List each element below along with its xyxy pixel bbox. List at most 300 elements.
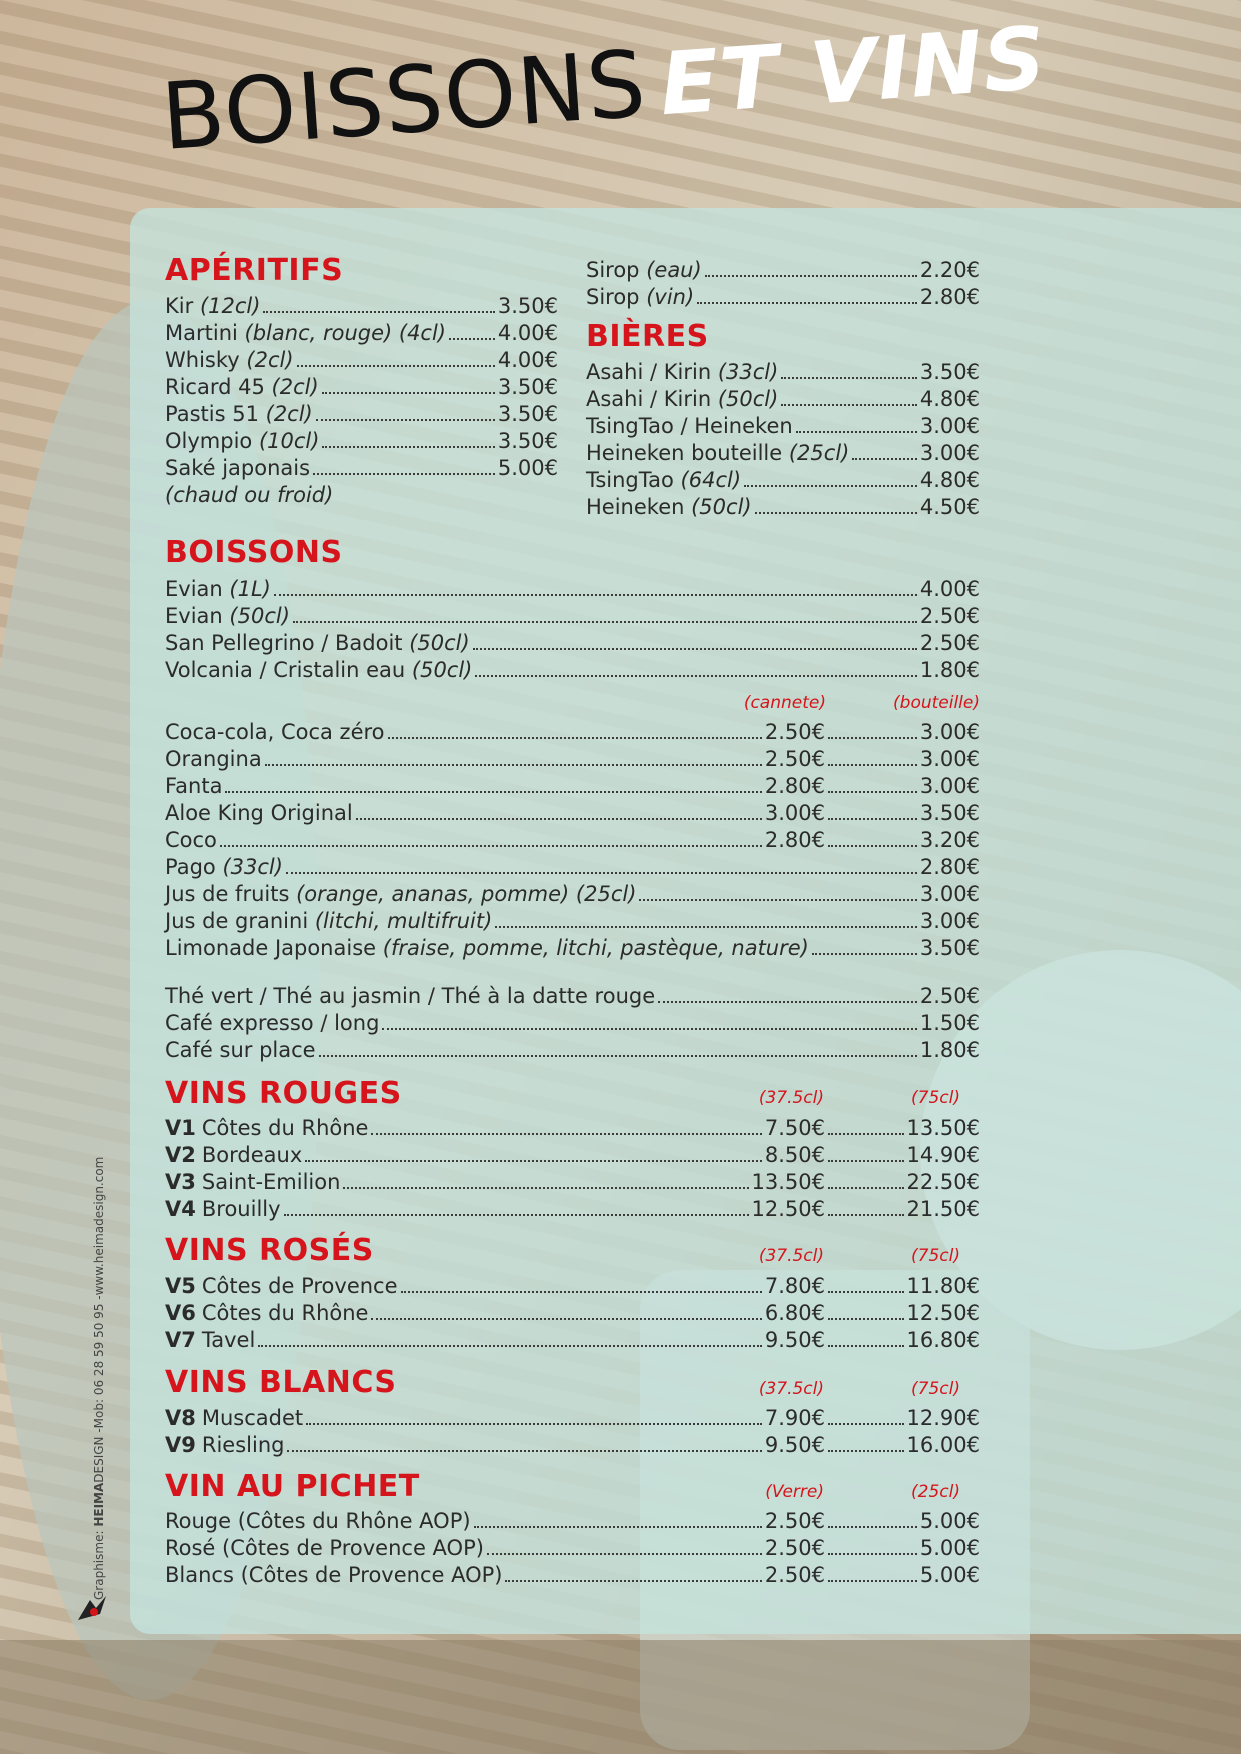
- dot-leader: [220, 845, 762, 847]
- page-title-word1: BOISSONS: [158, 30, 650, 171]
- item-label: Tavel: [201, 1328, 256, 1352]
- menu-item: [165, 908, 980, 935]
- item-detail: (eau): [646, 258, 702, 282]
- dot-leader: [263, 311, 494, 313]
- item-detail: (fraise, pomme, litchi, pastèque, nature): [382, 936, 809, 960]
- item-name: [586, 413, 793, 440]
- item-name: [165, 657, 472, 684]
- wine-code: V2: [165, 1143, 196, 1167]
- item-label: Pastis 51: [165, 402, 259, 426]
- dot-leader: [293, 621, 917, 623]
- item-name: [165, 374, 319, 401]
- menu-item: [165, 374, 558, 401]
- item-price: 3.50€: [497, 375, 558, 399]
- item-label: Saké japonais: [165, 456, 311, 480]
- item-name: [586, 359, 778, 386]
- dot-leader: [828, 764, 917, 766]
- section-title: APÉRITIFS: [165, 253, 344, 288]
- dot-leader: [258, 1345, 762, 1347]
- menu-item: [165, 320, 558, 347]
- designer-credit: Graphisme: HEIMADESIGN -Mob: 06 28 59 50 95 -www.heimadesign.com: [92, 1156, 106, 1600]
- item-price: 3.50€: [497, 402, 558, 426]
- item-detail: (litchi, multifruit): [314, 909, 493, 933]
- item-price-small: 2.80€: [764, 828, 825, 852]
- item-label: Volcania / Cristalin eau: [165, 658, 406, 682]
- wine-code: V3: [165, 1170, 196, 1194]
- item-price-small: 6.80€: [764, 1301, 825, 1325]
- item-label: Aloe King Original: [165, 801, 353, 825]
- aperitif-note: [165, 482, 333, 509]
- item-name: [165, 1010, 379, 1037]
- item-detail: (2cl): [271, 375, 319, 399]
- item-label: Bordeaux: [201, 1143, 303, 1167]
- dot-leader: [828, 1345, 904, 1347]
- item-label: Olympio: [165, 429, 253, 453]
- column-header: (37.5cl): [758, 1379, 824, 1399]
- column-header: (Verre): [765, 1482, 824, 1502]
- item-detail: (2cl): [246, 348, 294, 372]
- item-name: [165, 908, 492, 935]
- item-price: 1.50€: [919, 1011, 980, 1035]
- wine-code: V8: [165, 1406, 196, 1430]
- menu-item: [165, 630, 980, 657]
- item-name: [165, 347, 294, 374]
- dot-leader: [487, 1553, 762, 1555]
- column-header: (75cl): [911, 1246, 960, 1266]
- item-name: [165, 603, 290, 630]
- menu-item: [165, 854, 980, 881]
- item-name: [165, 293, 260, 320]
- item-name: [165, 1300, 368, 1327]
- menu-item: [165, 1273, 980, 1300]
- column-header: (37.5cl): [758, 1246, 824, 1266]
- column-header: (75cl): [911, 1379, 960, 1399]
- item-price-small: 2.50€: [764, 720, 825, 744]
- dot-leader: [658, 1001, 917, 1003]
- item-price: 3.00€: [919, 909, 980, 933]
- item-price: 4.50€: [919, 495, 980, 519]
- item-detail: (50cl): [411, 658, 473, 682]
- dot-leader: [297, 365, 495, 367]
- menu-item: [165, 800, 980, 827]
- dot-leader: [473, 648, 917, 650]
- item-detail: (50cl): [717, 387, 779, 411]
- dot-leader: [828, 1291, 904, 1293]
- item-price-small: 13.50€: [751, 1170, 825, 1194]
- menu-item: [586, 413, 980, 440]
- wine-code: V1: [165, 1116, 196, 1140]
- dot-leader: [305, 1160, 762, 1162]
- item-name: [165, 935, 809, 962]
- wine-code: V5: [165, 1274, 196, 1298]
- item-label: Pago: [165, 855, 216, 879]
- menu-item: [165, 401, 558, 428]
- item-price: 2.20€: [919, 258, 980, 282]
- dot-leader: [319, 1055, 917, 1057]
- item-detail: (2cl): [265, 402, 313, 426]
- dot-leader: [828, 1580, 917, 1582]
- dot-leader: [828, 1526, 917, 1528]
- item-name: [165, 1405, 303, 1432]
- item-label: Heineken bouteille: [586, 441, 783, 465]
- wine-code: V4: [165, 1197, 196, 1221]
- menu-item: [586, 440, 980, 467]
- dot-leader: [388, 737, 762, 739]
- column-header: (75cl): [911, 1088, 960, 1108]
- menu-item: [165, 1196, 980, 1223]
- item-name: [165, 401, 313, 428]
- dot-leader: [401, 1291, 762, 1293]
- item-price-small: 2.50€: [764, 747, 825, 771]
- item-label: Jus de fruits: [165, 882, 290, 906]
- menu-item: [165, 719, 980, 746]
- item-price-large: 5.00€: [919, 1536, 980, 1560]
- item-price-large: 3.20€: [919, 828, 980, 852]
- item-price-large: 14.90€: [906, 1143, 980, 1167]
- dot-leader: [306, 1423, 762, 1425]
- item-price-small: 12.50€: [751, 1197, 825, 1221]
- dot-leader: [356, 818, 762, 820]
- item-detail: (12cl): [199, 294, 261, 318]
- item-price-large: 13.50€: [906, 1116, 980, 1140]
- aperitif-note-text: (chaud ou froid): [165, 483, 334, 507]
- item-name: [165, 630, 470, 657]
- menu-item: [165, 881, 980, 908]
- item-label: Muscadet: [201, 1406, 304, 1430]
- item-label: TsingTao / Heineken: [586, 414, 793, 438]
- item-price-small: 2.50€: [764, 1509, 825, 1533]
- item-name: [586, 494, 752, 521]
- item-price: 2.50€: [919, 984, 980, 1008]
- wine-code: V9: [165, 1433, 196, 1457]
- dot-leader: [828, 1450, 904, 1452]
- section-title: BIÈRES: [586, 319, 709, 354]
- dot-leader: [343, 1187, 748, 1189]
- item-label: Sirop: [586, 285, 640, 309]
- menu-item: [165, 1010, 980, 1037]
- item-price: 4.00€: [919, 577, 980, 601]
- item-detail: (33cl): [717, 360, 779, 384]
- dot-leader: [505, 1580, 761, 1582]
- item-price: 3.00€: [919, 441, 980, 465]
- page-title-word2: ET VINS: [656, 8, 1050, 136]
- item-name: [165, 1508, 471, 1535]
- dot-leader: [316, 419, 495, 421]
- dot-leader: [274, 594, 917, 596]
- item-name: [165, 1327, 255, 1354]
- item-label: Asahi / Kirin: [586, 387, 712, 411]
- item-price-small: 7.80€: [764, 1274, 825, 1298]
- dot-leader: [828, 737, 917, 739]
- item-price: 1.80€: [919, 658, 980, 682]
- item-label: Limonade Japonaise: [165, 936, 377, 960]
- item-price-large: 12.50€: [906, 1301, 980, 1325]
- item-label: Kir: [165, 294, 194, 318]
- wine-code: V7: [165, 1328, 196, 1352]
- item-price-small: 2.50€: [764, 1536, 825, 1560]
- menu-item: [586, 467, 980, 494]
- dot-leader: [697, 302, 917, 304]
- item-name: [165, 428, 319, 455]
- item-label: Thé vert / Thé au jasmin / Thé à la datte rouge: [165, 984, 656, 1008]
- item-detail: (orange, ananas, pomme) (25cl): [296, 882, 637, 906]
- dot-leader: [828, 1187, 904, 1189]
- dot-leader: [705, 275, 917, 277]
- dot-leader: [828, 1133, 904, 1135]
- item-label: Coca-cola, Coca zéro: [165, 720, 385, 744]
- menu-item: [586, 257, 980, 284]
- item-price-large: 3.00€: [919, 747, 980, 771]
- item-price: 3.50€: [919, 360, 980, 384]
- menu-item: [165, 1037, 980, 1064]
- item-label: Orangina: [165, 747, 262, 771]
- dot-leader: [781, 404, 917, 406]
- item-price: 1.80€: [919, 1038, 980, 1062]
- menu-item: [165, 773, 980, 800]
- menu-item: [165, 576, 980, 603]
- dot-leader: [852, 458, 917, 460]
- wine-code: V6: [165, 1301, 196, 1325]
- item-label: Jus de granini: [165, 909, 309, 933]
- item-price-large: 12.90€: [906, 1406, 980, 1430]
- item-label: Coco: [165, 828, 217, 852]
- item-label: Côtes du Rhône: [201, 1301, 369, 1325]
- item-price-large: 16.80€: [906, 1328, 980, 1352]
- item-price: 4.00€: [497, 321, 558, 345]
- item-price-small: 9.50€: [764, 1433, 825, 1457]
- dot-leader: [225, 791, 761, 793]
- menu-item: [165, 1169, 980, 1196]
- designer-logo-icon: [76, 1592, 110, 1622]
- item-detail: (50cl): [691, 495, 752, 519]
- section-title: VIN AU PICHET: [165, 1469, 420, 1504]
- menu-item: [165, 1405, 980, 1432]
- item-label: Fanta: [165, 774, 223, 798]
- item-label: Rouge (Côtes du Rhône AOP): [165, 1509, 471, 1533]
- section-title: VINS BLANCS: [165, 1365, 397, 1400]
- item-name: [165, 746, 262, 773]
- dot-leader: [495, 926, 917, 928]
- dot-leader: [284, 1214, 749, 1216]
- item-price: 2.80€: [919, 285, 980, 309]
- dot-leader: [828, 791, 917, 793]
- item-name: [165, 1037, 316, 1064]
- menu-item: [165, 1300, 980, 1327]
- dot-leader: [382, 1028, 916, 1030]
- item-label: Riesling: [201, 1433, 285, 1457]
- item-price: 3.50€: [919, 936, 980, 960]
- column-header: (25cl): [911, 1482, 960, 1502]
- dot-leader: [828, 845, 917, 847]
- dot-leader: [313, 473, 495, 475]
- dot-leader: [322, 446, 494, 448]
- dot-leader: [796, 431, 917, 433]
- item-label: Asahi / Kirin: [586, 360, 712, 384]
- item-label: Whisky: [165, 348, 240, 372]
- item-price-small: 7.50€: [764, 1116, 825, 1140]
- item-label: TsingTao: [586, 468, 674, 492]
- item-price-large: 16.00€: [906, 1433, 980, 1457]
- item-name: [586, 440, 849, 467]
- item-name: [165, 455, 310, 482]
- item-label: Ricard 45: [165, 375, 265, 399]
- item-price-small: 2.80€: [764, 774, 825, 798]
- dot-leader: [286, 872, 917, 874]
- item-label: Heineken: [586, 495, 685, 519]
- dot-leader: [639, 899, 916, 901]
- menu-item: [586, 359, 980, 386]
- item-price-large: 5.00€: [919, 1509, 980, 1533]
- section-title: BOISSONS: [165, 535, 343, 570]
- menu-item: [165, 1142, 980, 1169]
- menu-item: [165, 428, 558, 455]
- item-price: 3.00€: [919, 414, 980, 438]
- item-name: [165, 983, 655, 1010]
- dot-leader: [475, 675, 916, 677]
- menu-item: [165, 603, 980, 630]
- item-label: Evian: [165, 604, 223, 628]
- item-price-large: 3.50€: [919, 801, 980, 825]
- menu-item: [165, 1535, 980, 1562]
- item-price-small: 9.50€: [764, 1328, 825, 1352]
- item-detail: (1L): [229, 577, 271, 601]
- menu-item: [165, 293, 558, 320]
- dot-leader: [828, 818, 917, 820]
- item-price-small: 3.00€: [764, 801, 825, 825]
- item-name: [165, 1142, 302, 1169]
- dot-leader: [371, 1133, 761, 1135]
- item-detail: (10cl): [258, 429, 320, 453]
- item-price: 5.00€: [497, 456, 558, 480]
- item-label: Martini: [165, 321, 238, 345]
- item-price-small: 8.50€: [764, 1143, 825, 1167]
- item-price: 2.80€: [919, 855, 980, 879]
- item-label: Café expresso / long: [165, 1011, 380, 1035]
- item-name: [165, 827, 217, 854]
- menu-item: [165, 455, 558, 482]
- item-label: Côtes du Rhône: [201, 1116, 369, 1140]
- dot-leader: [474, 1526, 762, 1528]
- menu-item: [165, 1327, 980, 1354]
- item-name: [165, 1273, 398, 1300]
- dot-leader: [265, 764, 762, 766]
- item-name: [586, 257, 702, 284]
- item-price: 4.80€: [919, 387, 980, 411]
- dot-leader: [828, 1423, 904, 1425]
- item-label: Café sur place: [165, 1038, 316, 1062]
- item-detail: (64cl): [680, 468, 742, 492]
- item-name: [165, 719, 385, 746]
- dot-leader: [828, 1214, 904, 1216]
- item-label: Côtes de Provence: [201, 1274, 398, 1298]
- column-header: (bouteille): [893, 693, 980, 713]
- menu-item: [165, 935, 980, 962]
- item-price: 4.00€: [497, 348, 558, 372]
- item-name: [165, 576, 271, 603]
- menu-item: [165, 1562, 980, 1589]
- menu-item: [165, 746, 980, 773]
- menu-item: [586, 494, 980, 521]
- item-name: [165, 1535, 484, 1562]
- item-price: 2.50€: [919, 631, 980, 655]
- item-price: 3.50€: [497, 429, 558, 453]
- item-name: [165, 1562, 502, 1589]
- item-price-large: 22.50€: [906, 1170, 980, 1194]
- menu-item: [586, 386, 980, 413]
- item-label: Evian: [165, 577, 223, 601]
- item-price: 3.00€: [919, 882, 980, 906]
- item-detail: (50cl): [409, 631, 470, 655]
- item-name: [165, 1169, 340, 1196]
- item-price-large: 3.00€: [919, 720, 980, 744]
- menu-item: [165, 827, 980, 854]
- item-name: [165, 320, 446, 347]
- dot-leader: [287, 1450, 761, 1452]
- dot-leader: [828, 1553, 917, 1555]
- column-header: (37.5cl): [758, 1088, 824, 1108]
- dot-leader: [828, 1160, 904, 1162]
- dot-leader: [828, 1318, 904, 1320]
- item-name: [165, 800, 353, 827]
- item-name: [165, 1115, 368, 1142]
- item-price: 3.50€: [497, 294, 558, 318]
- dot-leader: [371, 1318, 761, 1320]
- item-name: [165, 854, 283, 881]
- item-name: [586, 284, 694, 311]
- item-label: Saint-Emilion: [201, 1170, 341, 1194]
- item-price-large: 11.80€: [906, 1274, 980, 1298]
- menu-item: [165, 1432, 980, 1459]
- section-title: VINS ROUGES: [165, 1076, 402, 1111]
- item-price-large: 5.00€: [919, 1563, 980, 1587]
- menu-item: [165, 1115, 980, 1142]
- dot-leader: [322, 392, 495, 394]
- item-label: San Pellegrino / Badoit: [165, 631, 403, 655]
- column-header: (cannete): [743, 693, 826, 713]
- item-label: Brouilly: [201, 1197, 281, 1221]
- item-price: 4.80€: [919, 468, 980, 492]
- dot-leader: [755, 512, 917, 514]
- item-detail: (50cl): [229, 604, 290, 628]
- menu-item: [165, 657, 980, 684]
- item-name: [165, 1196, 281, 1223]
- menu-item: [586, 284, 980, 311]
- item-name: [165, 1432, 284, 1459]
- item-price-small: 2.50€: [764, 1563, 825, 1587]
- menu-item: [165, 983, 980, 1010]
- item-detail: (33cl): [222, 855, 283, 879]
- menu-item: [165, 347, 558, 374]
- item-detail: (blanc, rouge) (4cl): [244, 321, 446, 345]
- item-price-small: 7.90€: [764, 1406, 825, 1430]
- item-label: Blancs (Côtes de Provence AOP): [165, 1563, 503, 1587]
- dot-leader: [781, 377, 917, 379]
- section-title: VINS ROSÉS: [165, 1233, 374, 1268]
- item-label: Sirop: [586, 258, 640, 282]
- dot-leader: [744, 485, 917, 487]
- item-price: 2.50€: [919, 604, 980, 628]
- menu-item: [165, 1508, 980, 1535]
- item-label: Rosé (Côtes de Provence AOP): [165, 1536, 484, 1560]
- item-name: [165, 881, 636, 908]
- item-name: [586, 467, 741, 494]
- item-name: [586, 386, 778, 413]
- item-price-large: 21.50€: [906, 1197, 980, 1221]
- dot-leader: [812, 953, 917, 955]
- item-detail: (25cl): [788, 441, 850, 465]
- item-detail: (vin): [646, 285, 695, 309]
- item-price-large: 3.00€: [919, 774, 980, 798]
